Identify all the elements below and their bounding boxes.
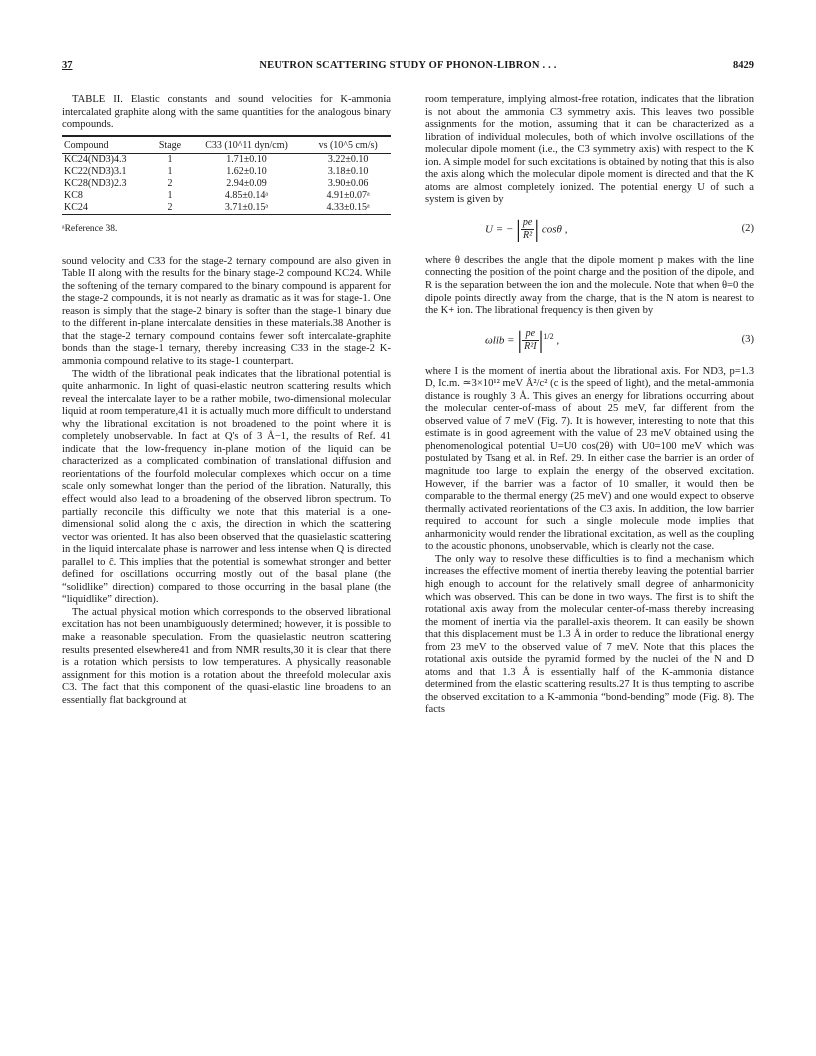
body-paragraph: where I is the moment of inertia about the librational axis. For ND3, p=1.3 D, Ic.m. ≃3×10¹² meV Å²/c² (c is the speed of light), and the metal-ammonia distance is roughly 3 Å. This gives an energy for librations occurring about the molecular center-of-mass of about 25 meV, far different from the observed value of 7 meV (Fig. 7). It is however, interesting to note that this estimate is in good agreement with the value of 23 meV obtained using the phenomenological potential U=U0 cos(2θ) with U0=100 meV which was postulated by Tsang et al. in Ref. 29. In either case the barrier is an order of magnitude too large to explain the energy of the observed excitation. However, if the barrier was a factor of 10 smaller, it would then be comparable to the thermal energy (25 meV) and one would expect to observe thermally activated reorientations of the C3 axis. In addition, the low barrier required to account for such a single molecule mode implies that anharmonicity would render the librational excitation, as well as the coupling to the acoustic phonons, unobservable, which is clearly not the case. — [425, 365, 754, 553]
body-paragraph: sound velocity and C33 for the stage-2 ternary compound are also given in Table II along with the results for the binary stage-2 compound KC24. While the softening of the ternary compared to the binary compound is apparent for the stage-2 compounds, it is not nearly as dramatic as it was for stage-1. One reason is simply that the stage-2 binary is softer than the stage-1 binary due to the different in-plane intercalate densities in these materials.38 Another is that the stage-2 ternary compound contains fewer soft intercalate-graphite bonds than the stage-1 ternary, thereby increasing C33 in the stage-2 K-ammonia compound relative to its stage-1 counterpart. — [62, 255, 391, 367]
page-number-left: 37 — [62, 60, 73, 71]
table-row — [62, 202, 391, 215]
table-footnote: ᵃReference 38. — [62, 224, 118, 235]
page-number-right: 8429 — [733, 60, 754, 71]
table-cell: KC8 — [64, 190, 83, 202]
eq3-rhs: , — [556, 334, 560, 347]
eq2-numerator: pe — [521, 217, 534, 231]
table-cell: 2 — [167, 178, 173, 190]
body-paragraph: The width of the librational peak indicates that the librational potential is quite anharmonic. In light of quasi-elastic neutron scattering results which reveal the intercalate layer to be a rather mobile, two-dimensional molecular liquid at room temperature,41 it is actually much more difficult to understand why the librational excitation is not broadened to the point where it is completely unobservable. In fact at Q's of 3 Å−1, the results of Ref. 41 indicate that the low-frequency in-plane motion of the liquid can be characterized as a complicated combination of translational diffusion and reorientations of the fourfold molecular complexes which occur on a time scale only somewhat longer than the period of the libration. Naturally, this effect would also lead to a broadening of the observed libron spectrum. To partially reconcile this difficulty we note that this material is a one-dimensional solid along the c axis, the direction in which the scattering vector was oriented. It has also been observed that the quasielastic scattering in the liquid intercalate phase is narrower and less intense when Q is directed parallel to ĉ. This implies that the potential is somewhat stronger and better defined for oscillations occurring mostly out of the basal plane (the “solidlike” direction) compared to those occurring in the basal plane (the “liquidlike” direction). — [62, 368, 391, 606]
page-header — [62, 60, 754, 76]
table-header: vs (10^5 cm/s) — [305, 139, 391, 154]
eq2-lhs: U = − — [485, 223, 514, 236]
eq3-exponent: 1/2 — [543, 331, 554, 341]
table-cell: KC22(ND3)3.1 — [64, 166, 127, 178]
body-paragraph: The actual physical motion which corresponds to the observed librational excitation has not been unambiguously determined; however, it is possible to make a reasonable speculation. From the quasielastic neutron scattering results presented elsewhere41 and from NMR results,30 it is clear that there is a rotation which persists to low temperatures. A physically reasonable assignment for this motion is a rotation about the threefold molecular axis C3. The fact that this component of the quasi-elastic line broadens to an essentially flat background at — [62, 606, 391, 706]
table-cell: KC24 — [62, 202, 152, 215]
table-cell: KC24(ND3)4.3 — [64, 154, 127, 166]
table-cell: 3.18±0.10 — [327, 166, 369, 178]
table-cell: 1.62±0.10 — [226, 166, 267, 178]
table-cell: 4.33±0.15ᵃ — [305, 202, 391, 215]
equation-2: U = − | $\frac{pe}{\text{R²}}$ | cosθ , (2) — [485, 216, 754, 243]
table-cell: 3.90±0.06 — [327, 178, 369, 190]
eq2-rhs: cosθ , — [541, 223, 568, 236]
eq3-lhs: ωlib = — [485, 334, 515, 347]
table-cell: 4.85±0.14ᵃ — [224, 190, 269, 202]
body-paragraph: room temperature, implying almost-free rotation, indicates that the libration is not about the ammonia C3 symmetry axis. This leaves two possible assignments for the motion, assuming that it can be characterized as a libration of individual molecules, both of which involve oscillations of the molecular dipole moment (i.e., the C3 symmetry axis) with respect to the K ion. A simple model for such excitations is obtained by noting that this is also the axis along which the molecular dipole moment is directed and that the K atoms are almost completely ionized. The potential energy U of such a system is given by — [425, 94, 754, 206]
equation-number: (2) — [741, 222, 754, 234]
table-header: Stage — [152, 139, 188, 154]
table-row — [62, 154, 391, 167]
table-cell: 4.91±0.07ᵃ — [326, 190, 370, 202]
equation-number: (3) — [741, 333, 754, 345]
elastic-constants-table — [62, 135, 391, 216]
table-cell: 1 — [167, 166, 173, 178]
table-caption: TABLE II. Elastic constants and sound velocities for K-ammonia intercalated graphite along with the same quantities for the analogous binary compounds. — [62, 94, 391, 130]
right-column — [425, 94, 754, 717]
table-row — [62, 190, 391, 202]
table-cell: 3.22±0.10 — [327, 154, 369, 166]
table-header: Compound — [62, 139, 152, 154]
table-cell: 2.94±0.09 — [226, 178, 267, 190]
table-header: C33 (10^11 dyn/cm) — [188, 139, 306, 154]
table-row — [62, 178, 391, 190]
eq2-denominator: R² — [523, 230, 533, 242]
table-cell: KC28(ND3)2.3 — [64, 178, 127, 190]
equation-3: ωlib = | $\frac{pe}{\text{R²I}}$ $|^{1/2}$ , (3) — [485, 327, 754, 354]
left-column — [62, 94, 391, 707]
eq3-numerator: pe — [522, 328, 538, 342]
table-row — [62, 166, 391, 178]
table-cell: 3.71±0.15ᵃ — [188, 202, 306, 215]
eq3-denominator: R²I — [524, 341, 537, 353]
running-title: NEUTRON SCATTERING STUDY OF PHONON-LIBRON . . . — [259, 60, 557, 71]
body-paragraph: where θ describes the angle that the dipole moment p makes with the line connecting the position of the point charge and the position of the dipole, and R is the separation between the ion and the molecule. Note that when θ=0 the dipole points directly away from the charge, that is the N atom is nearest to the K+ ion. The librational frequency is then given by — [425, 254, 754, 317]
body-paragraph: The only way to resolve these difficulties is to find a mechanism which increases the effective moment of inertia thereby leaving the potential barrier high enough to account for the relatively small degree of anharmonicity which was observed. This can be done in two ways. The first is to shift the rotational axis away from the molecular center-of-mass thereby increasing the moment of inertia via the parallel-axis theorem. It can easily be shown that this displacement must be 1.3 Å in order to reduce the librational energy from 23 meV to the observed value of 7 meV. Note that this places the rotational axis outside the pyramid formed by the nuclei of the N and D atoms and that 1.3 Å is essentially half of the K-ammonia distance determined from the elastic scattering results.27 It is thus tempting to ascribe the observed excitation to a K-ammonia “bond-bending” mode (Fig. 8). The facts — [425, 553, 754, 716]
table-cell: 2 — [152, 202, 188, 215]
table-header-row — [62, 139, 391, 154]
table-cell: 1.71±0.10 — [226, 154, 267, 166]
table-cell: 1 — [167, 154, 173, 166]
table-cell: 1 — [167, 190, 173, 202]
